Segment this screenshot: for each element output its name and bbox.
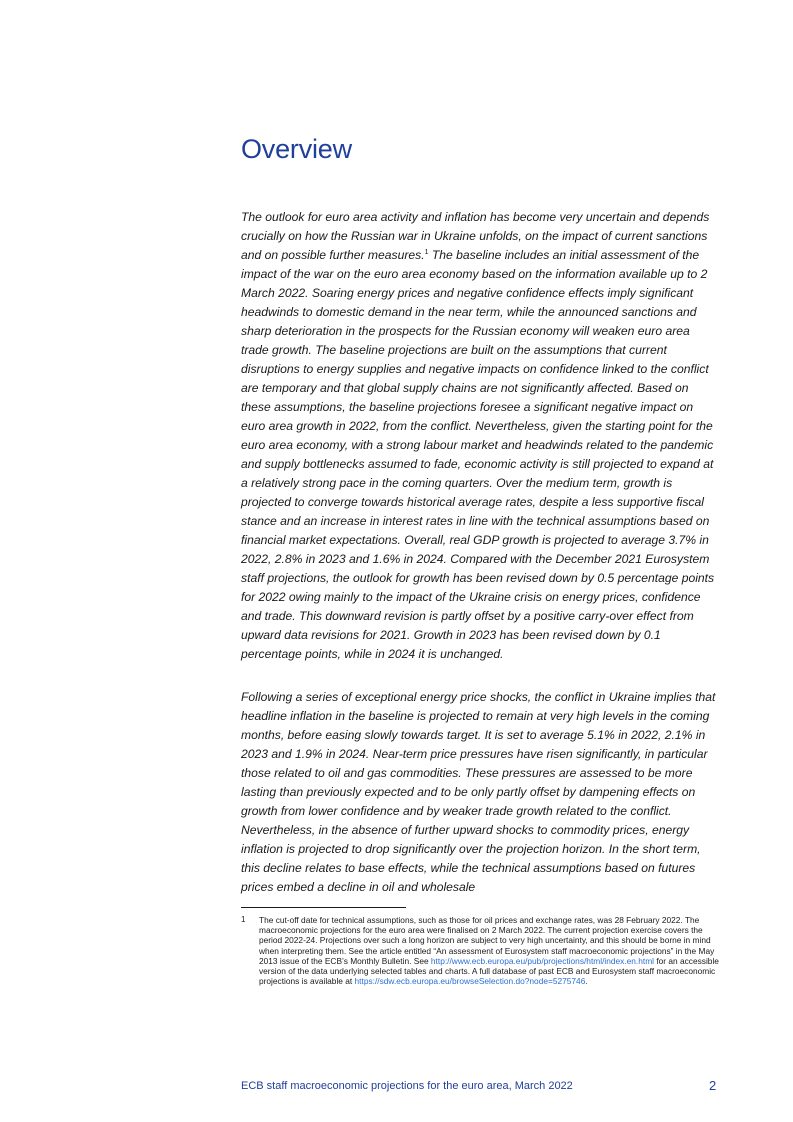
paragraph-outlook-text-b: The baseline includes an initial assessment of the impact of the war on the euro area economy based on the information available up to 2 March 2022. Soaring energy prices and negative confidence effects imply significant headwinds to domestic demand in the near term, while the announced sanctions and sharp deterioration in the prospects for the Russian economy will weaken euro area trade growth. The baseline projections are built on the assumptions that current disruptions to energy supplies and negative impacts on confidence linked to the conflict are temporary and that global supply chains are not significantly affected. Based on these assumptions, the baseline projections foresee a significant negative impact on euro area growth in 2022, from the conflict. Nevertheless, given the starting point for the euro area economy, with a strong labour market and headwinds related to the pandemic and supply bottlenecks assumed to fade, economic activity is still projected to expand at a relatively strong pace in the coming quarters. Over the medium term, growth is projected to converge towards historical average rates, despite a less supportive fiscal stance and an increase in interest rates in line with the technical assumptions based on financial market expectations. Overall, real GDP growth is projected to average 3.7% in 2022, 2.8% in 2023 and 1.6% in 2024. Compared with the December 2021 Eurosystem staff projections, the outlook for growth has been revised down by 0.5 percentage points for 2022 owing mainly to the impact of the Ukraine crisis on energy prices, confidence and trade. This downward revision is partly offset by a positive carry-over effect from upward data revisions for 2021. Growth in 2023 has been revised down by 0.1 percentage points, while in 2024 it is unchanged. <box>241 248 715 661</box>
paragraph-outlook-text-a: The outlook for euro area activity and inflation has become very uncertain and depends crucially on how the Russian war in Ukraine unfolds, on the impact of current sanctions and on possible further measures. <box>241 210 710 262</box>
footnote-number: 1 <box>241 915 246 924</box>
paragraph-inflation: Following a series of exceptional energy price shocks, the conflict in Ukraine implies that headline inflation in the baseline is projected to remain at very high levels in the coming months, before easing slowly towards target. It is set to average 5.1% in 2022, 2.1% in 2023 and 1.9% in 2024. Near-term price pressures have risen significantly, in particular those related to oil and gas commodities. These pressures are assessed to be more lasting than previously expected and to be only partly offset by dampening effects on growth from lower confidence and by weaker trade growth related to the conflict. Nevertheless, in the absence of further upward shocks to commodity prices, energy inflation is projected to drop significantly over the projection horizon. In the short term, this decline relates to base effects, while the technical assumptions based on futures prices embed a decline in oil and wholesale <box>241 690 716 894</box>
footnote-reference[interactable]: 1 <box>424 248 429 256</box>
footnote-divider <box>241 907 406 908</box>
projections-html-link[interactable]: http://www.ecb.europa.eu/pub/projections/html/index.en.html <box>430 955 655 966</box>
footnote-text-a: The cut-off date for technical assumptions, such as those for oil prices and exchange rates, was 28 February 2022. The macroeconomic projections for the euro area were finalised on 2 March 2022. The current projection exercise covers the period 2022-24. Projections over such a long horizon are subject to very high uncertainty, and this should be borne in mind when interpreting them. See the article entitled “An assessment of Eurosystem staff macroeconomic projections” in the May 2013 issue of the ECB’s Monthly Bulletin. See <box>259 915 715 966</box>
footer-publication-title: ECB staff macroeconomic projections for the euro area, March 2022 <box>241 1080 573 1092</box>
footnote-text-b: for an accessible version of the data underlying selected tables and charts. A full database of past ECB and Eurosystem staff macroeconomic projections is available at <box>259 955 719 987</box>
sdw-database-link[interactable]: https://sdw.ecb.europa.eu/browseSelection.do?node=5275746 <box>354 976 586 987</box>
footnote-text-c: . <box>585 976 588 987</box>
page-number: 2 <box>709 1078 717 1093</box>
footnote-text <box>259 915 721 986</box>
page-title: Overview <box>241 134 352 164</box>
paragraph-outlook <box>241 208 717 664</box>
